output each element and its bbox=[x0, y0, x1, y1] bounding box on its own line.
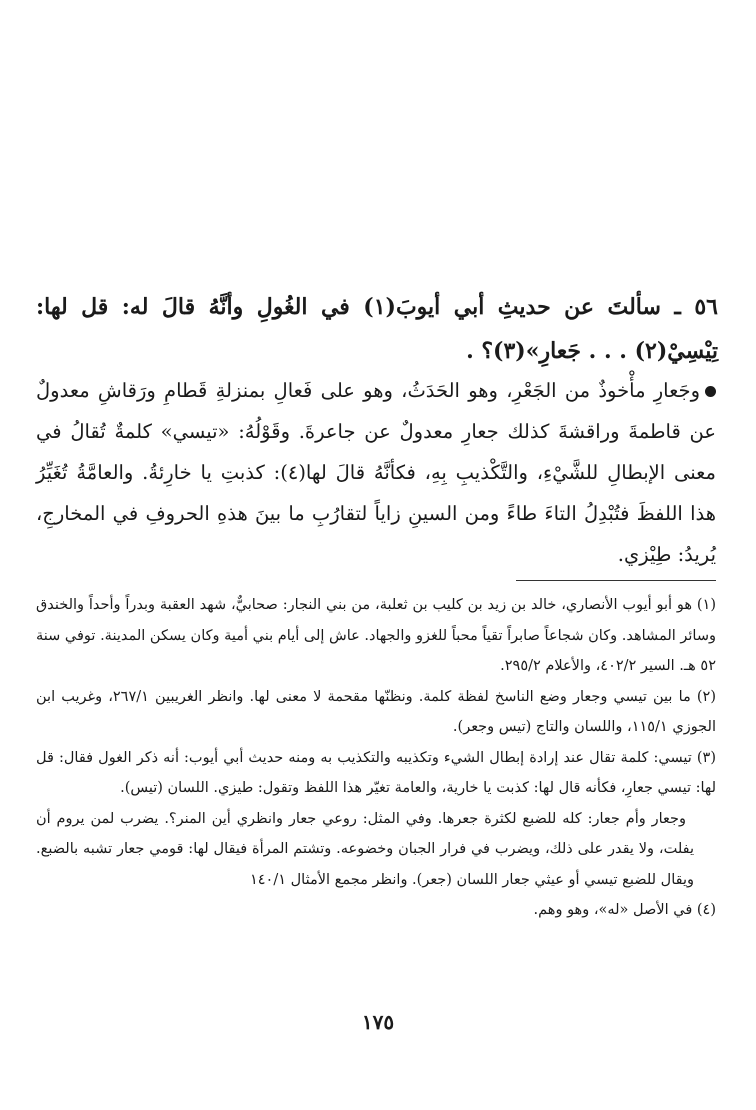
footnote-4: (٤) في الأصل «له»، وهو وهم. bbox=[533, 902, 716, 918]
footnote-3: (٣) تيسي: كلمة تقال عند إرادة إبطال الشيء وتكذيبه والتكذيب به ومنه حديث أبي أيوب: أنه ذكر الغول فقال: قل لها: تيسي جعارِ، فكأنه قال لها: كذبت يا خارية، والعامة تغيّر هذا اللفظ وتقول: طيزي. اللسان (تيس). bbox=[36, 749, 716, 796]
page-number: ١٧٥ bbox=[361, 1010, 395, 1034]
question-heading: ٥٦ ـ سألتَ عن حديثِ أبي أيوبَ(١) في الغُولِ وأنَّهُ قالَ له: قل لها: تِيْسِيْ(٢) . . . جَعارِ»(٣)؟ . bbox=[36, 294, 718, 364]
footnote-3-continuation: وجعار وأم جعار: كله للضبع لكثرة جعرها. وفي المثل: روعي جعار وانظري أين المنر؟. يضرب لمن يروم أن يفلت، ولا يقدر على ذلك، ويضرب في فرار الجبان وخضوعه. وتشتم المرأة فيقال لها: قومي جعار تشبه بالضبع. ويقال للضبع تيسي أو عيثي جعار اللسان (جعر). وانظر مجمع الأمثال ١٤٠/١ bbox=[36, 810, 694, 888]
footnotes bbox=[36, 590, 716, 926]
footnote-2: (٢) ما بين تيسي وجعار وضع الناسخ لفظة كلمة. ونظنّها مقحمة لا معنى لها. وانظر الغريبين ٢٦٧/١، وغريب ابن الجوزي ١١٥/١، واللسان والتاج (تيس وجعر). bbox=[36, 688, 716, 735]
footnote-1: (١) هو أبو أيوب الأنصاري، خالد بن زيد بن كليب بن ثعلبة، من بني النجار: صحابيٌّ، شهد العقبة وبدراً وأحداً والخندق وسائر المشاهد. وكان شجاعاً صابراً تقياً محباً للغزو والجهاد. عاش إلى أيام بني أمية وكان يسكن المدينة. توفي سنة ٥٢ هـ. السير ٤٠٢/٢، والأعلام ٢٩٥/٢. bbox=[36, 597, 716, 674]
answer-paragraph bbox=[36, 370, 716, 575]
footnote-separator bbox=[516, 580, 716, 581]
bullet-icon bbox=[705, 386, 716, 397]
answer-text: وجَعارِ مأْخوذٌ من الجَعْرِ، وهو الحَدَثُ، وهو على فَعالِ بمنزلةِ قَطامِ ورَقاشِ معدولٌ عن قاطمةَ وراقشةَ كذلك جعارِ معدولٌ عن جاعرةَ. وقَوْلُهُ: «تيسي» كلمةٌ تُقالُ في معنى الإبطالِ للشَّيْءِ، والتَّكْذيبِ بِهِ، فكأنَّهُ قالَ لها(٤): كذبتِ يا خارِئةُ. والعامَّةُ تُغَيِّرُ هذا اللفظَ فتُبْدِلُ التاءَ طاءً ومن السينِ زاياً لتقارُبِ ما بينَ هذهِ الحروفِ في المخارجِ، يُريدُ: طِيْزي. bbox=[36, 379, 716, 566]
